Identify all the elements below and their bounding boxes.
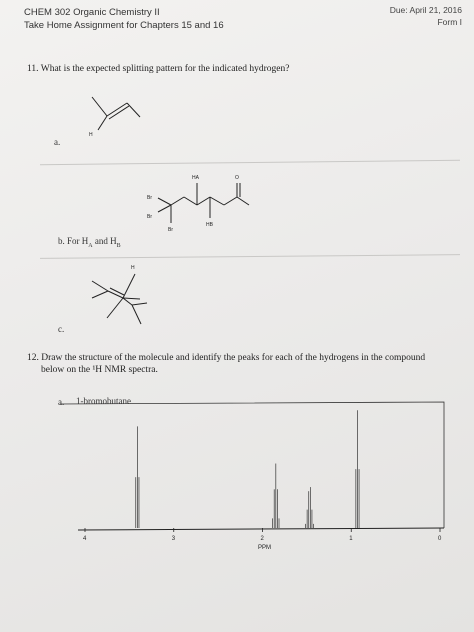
compound-name: 1-bromobutane (76, 396, 131, 406)
atom-br-1: Br (147, 195, 152, 201)
x-axis (78, 528, 444, 530)
question-12-line-1: 12. Draw the structure of the molecule and identify the peaks for each of the hydrogens in the compound (27, 353, 426, 363)
x-tick-label: 4 (83, 536, 87, 542)
atom-br-2: Br (147, 214, 152, 220)
due-date: Due: April 21, 2016 (389, 5, 462, 15)
spectrum-frame (60, 402, 444, 528)
part-11a-label: a. (54, 137, 61, 147)
x-tick-label: 3 (171, 536, 176, 542)
atom-hb: HB (206, 222, 213, 228)
nmr-peak (136, 426, 139, 528)
part-12a-label: a. (58, 397, 65, 407)
spectrum-peaks (136, 410, 359, 528)
nmr-peak (356, 410, 359, 528)
course-title: CHEM 302 Organic Chemistry II (24, 7, 160, 18)
assignment-title: Take Home Assignment for Chapters 15 and 16 (24, 20, 224, 31)
part-11b-label: b. For $H_A$ and $H_B$ (58, 236, 121, 249)
atom-br-3: Br (168, 227, 173, 233)
atom-o: O (235, 175, 239, 181)
question-11-prompt: 11. What is the expected splitting pattern for the indicated hydrogen? (27, 64, 290, 74)
atom-h-11c: H (131, 265, 135, 271)
form-label: Form I (437, 17, 462, 27)
nmr-peak (273, 464, 279, 528)
x-tick-label: 1 (349, 536, 353, 542)
atom-h-11a: H (89, 132, 93, 138)
atom-ha: HA (192, 175, 199, 181)
question-12-line-2: below on the ¹H NMR spectra. (41, 365, 158, 375)
x-tick-label: 0 (438, 536, 442, 542)
x-tick-label: 2 (260, 536, 264, 542)
nmr-peak (306, 487, 314, 528)
part-11c-label: c. (58, 324, 65, 334)
x-axis-label: PPM (258, 545, 272, 551)
